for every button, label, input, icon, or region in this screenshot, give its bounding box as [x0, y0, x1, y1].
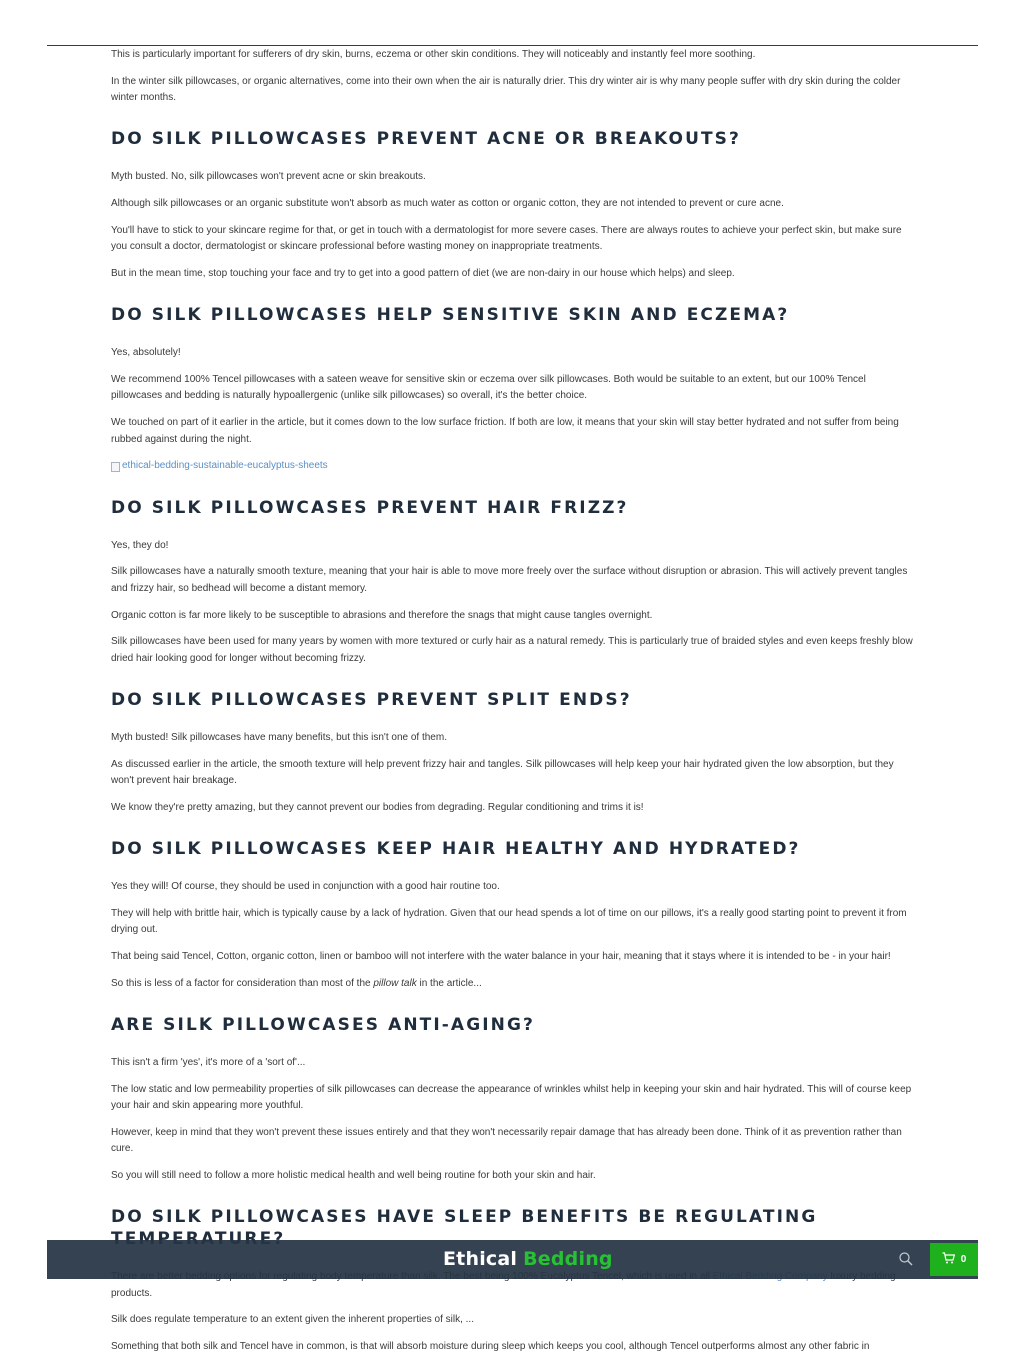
article-image-link[interactable] — [111, 458, 916, 474]
text-span: in the article... — [416, 977, 482, 989]
paragraph: Silk does regulate temperature to an extent given the inherent properties of silk, ... — [111, 1314, 474, 1326]
paragraph: Something that both silk and Tencel have in common, is that will absorb moisture during sleep which keeps you cool, although Tencel outperforms almost any other fabric in — [111, 1341, 870, 1353]
paragraph: They will help with brittle hair, which is typically cause by a lack of hydration. Given that our head spends a lot of time on our pillows, it's a really good starting point to prevent it from drying out. — [111, 907, 907, 936]
paragraph: We recommend 100% Tencel pillowcases with a sateen weave for sensitive skin or eczema over silk pillowcases. Both would be suitable to an extent, but our 100% Tencel pillowcases and bedding is naturally hypoallergenic (unlike silk pillowcases) so overall, it's the better choice. — [111, 374, 866, 402]
paragraph: This is particularly important for sufferers of dry skin, burns, eczema or other skin conditions. They will noticeably and instantly feel more soothing. — [111, 49, 756, 60]
section-heading-sensitive-skin: DO SILK PILLOWCASES HELP SENSITIVE SKIN AND ECZEMA? — [111, 305, 790, 326]
text-span: So this is less of a factor for consideration than most of the — [111, 977, 374, 989]
paragraph: So you will still need to follow a more holistic medical health and well being routine for both your skin and hair. — [111, 1170, 596, 1182]
section-heading-anti-aging: ARE SILK PILLOWCASES ANTI-AGING? — [111, 1015, 536, 1036]
paragraph: But in the mean time, stop touching your face and try to get into a good pattern of diet (we are non-dairy in our house which helps) and sleep. — [111, 268, 735, 280]
paragraph: Myth busted! Silk pillowcases have many benefits, but this isn't one of them. — [111, 731, 447, 743]
broken-image-icon — [111, 462, 120, 472]
image-alt-text[interactable]: ethical-bedding-sustainable-eucalyptus-sheets — [122, 460, 328, 472]
section-heading-healthy-hair: DO SILK PILLOWCASES KEEP HAIR HEALTHY AND HYDRATED? — [111, 839, 801, 860]
top-divider — [47, 45, 978, 46]
brand-word-bedding: Bedding — [523, 1248, 613, 1270]
paragraph: Although silk pillowcases or an organic substitute won't absorb as much water as cotton or organic cotton, they are not intended to prevent or cure acne. — [111, 198, 784, 210]
brand-word-ethical: Ethical — [443, 1248, 518, 1270]
article-body — [111, 47, 916, 1366]
paragraph: The low static and low permeability properties of silk pillowcases can decrease the appearance of wrinkles whilst help in keeping your skin and hair hydrated. This will of course keep your hair and skin appearing more youthful. — [111, 1083, 912, 1112]
text-span: products. — [111, 1287, 153, 1299]
section-heading-sleep-temperature: DO SILK PILLOWCASES HAVE SLEEP BENEFITS BE REGULATING — [111, 1207, 818, 1228]
paragraph: Silk pillowcases have been used for many years by women with more textured or curly hair as a natural remedy. This is particularly true of braided styles and even keeps freshly blow dried hair looking good for longer without becoming frizzy. — [111, 636, 913, 664]
brand-logo[interactable] — [443, 1247, 613, 1271]
sticky-header-bar — [47, 1240, 978, 1279]
section-heading-acne: DO SILK PILLOWCASES PREVENT ACNE OR BREAKOUTS? — [111, 129, 741, 150]
paragraph: You'll have to stick to your skincare regime for that, or get in touch with a dermatologist for more severe cases. There are always routes to achieve your perfect skin, but make sure you consult a doctor, dermatologist or skincare professional before wasting money on inappropriate treatments. — [111, 224, 902, 253]
paragraph: In the winter silk pillowcases, or organic alternatives, come into their own when the air is naturally drier. This dry winter air is why many people suffer with dry skin during the colder winter months. — [111, 75, 901, 104]
paragraph: Yes they will! Of course, they should be used in conjunction with a good hair routine too. — [111, 881, 500, 893]
paragraph — [111, 976, 916, 992]
paragraph: This isn't a firm 'yes', it's more of a 'sort of'... — [111, 1057, 306, 1069]
paragraph: Yes, they do! — [111, 539, 169, 551]
paragraph: We touched on part of it earlier in the article, but it comes down to the low surface friction. If both are low, it means that your skin will stay better hydrated and not suffer from being rubbed against during the night. — [111, 417, 899, 445]
search-icon[interactable] — [898, 1251, 914, 1267]
section-heading-hair-frizz: DO SILK PILLOWCASES PREVENT HAIR FRIZZ? — [111, 497, 629, 518]
paragraph: However, keep in mind that they won't prevent these issues entirely and that they won't necessarily repair damage that has already been done. Think of it as prevention rather than cure. — [111, 1127, 902, 1155]
cart-icon — [942, 1252, 955, 1267]
paragraph: Myth busted. No, silk pillowcases won't prevent acne or skin breakouts. — [111, 171, 426, 183]
cart-button[interactable] — [930, 1243, 978, 1276]
paragraph: Yes, absolutely! — [111, 347, 181, 359]
paragraph: Organic cotton is far more likely to be susceptible to abrasions and therefore the snags that might cause tangles overnight. — [111, 609, 653, 621]
paragraph: That being said Tencel, Cotton, organic cotton, linen or bamboo will not interfere with the water balance in your hair, meaning that it stays where it is intended to be - in your hair! — [111, 951, 891, 963]
paragraph: We know they're pretty amazing, but they cannot prevent our bodies from degrading. Regular conditioning and trims it is! — [111, 801, 644, 813]
paragraph: As discussed earlier in the article, the smooth texture will help prevent frizzy hair and tangles. Silk pillowcases will help keep your hair hydrated given the low absorption, but they won't prevent hair breakage. — [111, 758, 894, 787]
emphasis-text: pillow talk — [373, 977, 417, 989]
section-heading-split-ends: DO SILK PILLOWCASES PREVENT SPLIT ENDS? — [111, 689, 632, 710]
paragraph: Silk pillowcases have a naturally smooth texture, meaning that your hair is able to move more freely over the surface without disruption or abrasion. This will actively prevent tangles and frizzy hair, so bedhead will become a distant memory. — [111, 566, 908, 594]
cart-count: 0 — [960, 1254, 967, 1265]
